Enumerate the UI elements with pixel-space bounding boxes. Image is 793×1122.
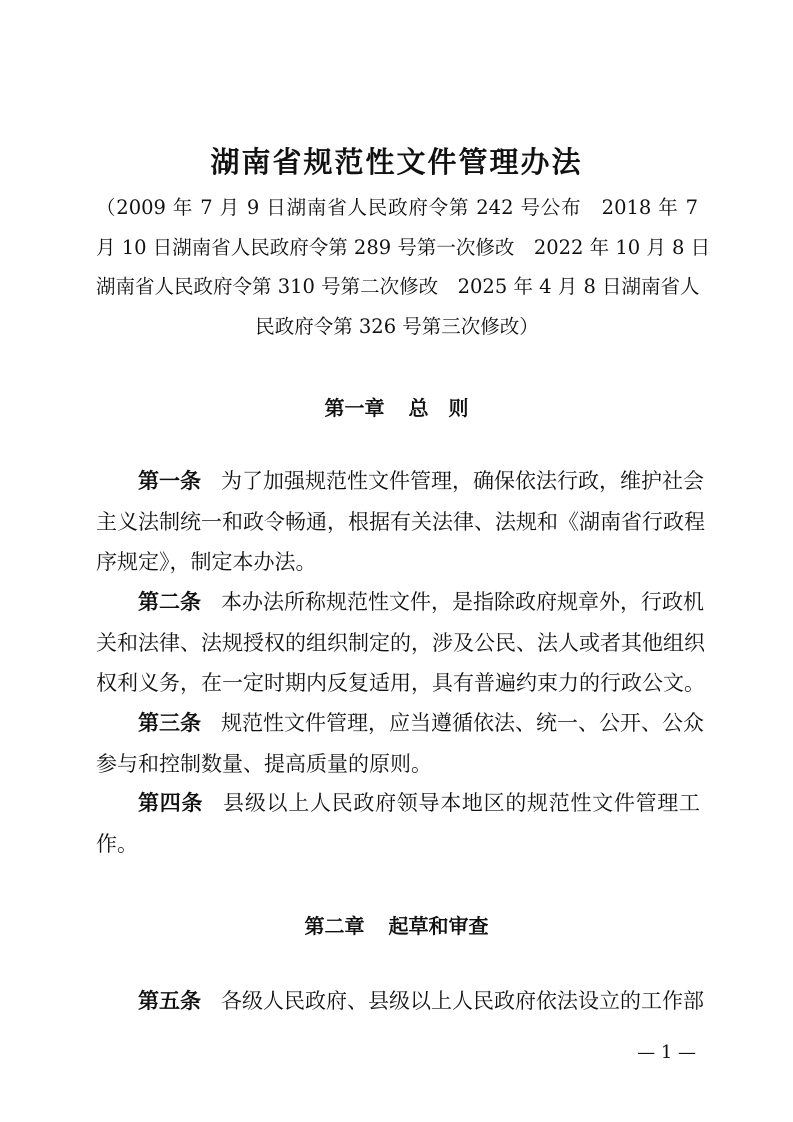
article-4: [96, 783, 700, 864]
article-3: [96, 703, 704, 784]
article-label: 第一条: [138, 469, 201, 493]
article-2: [96, 582, 705, 704]
chapter-name: 起草和审查: [388, 914, 489, 938]
article-text: 关和法律、法规授权的组织制定的，涉及公民、法人或者其他组织: [96, 630, 705, 655]
article-5: [96, 981, 704, 1022]
subtitle-line: 月 10 日湖南省人民政府令第 289 号第一次修改 2022 年 10 月 8 日: [96, 235, 711, 259]
article-text: 参与和控制数量、提高质量的原则。: [96, 751, 432, 776]
subtitle-line: （2009 年 7 月 9 日湖南省人民政府令第 242 号公布 2018 年 7: [96, 196, 698, 219]
article-label: 第五条: [138, 989, 201, 1013]
article-label: 第二条: [138, 590, 201, 614]
subtitle-line: 民政府令第 326 号第三次修改）: [255, 314, 539, 338]
article-text: 为了加强规范性文件管理，确保依法行政，维护社会: [221, 469, 704, 493]
article-text: 本办法所称规范性文件，是指除政府规章外，行政机: [221, 590, 704, 614]
chapter-heading-1: [0, 392, 793, 421]
article-label: 第三条: [138, 711, 201, 735]
article-text: 县级以上人民政府领导本地区的规范性文件管理工: [223, 791, 700, 815]
chapter-number: 第二章: [304, 914, 365, 938]
article-text: 作。: [96, 831, 138, 856]
article-text: 各级人民政府、县级以上人民政府依法设立的工作部: [221, 989, 704, 1013]
article-text: 主义法制统一和政令畅通，根据有关法律、法规和《湖南省行政程: [96, 509, 705, 534]
article-label: 第四条: [138, 791, 204, 815]
document-title: 湖南省规范性文件管理办法: [210, 145, 583, 179]
document-subtitle: [96, 188, 711, 346]
subtitle-line: 湖南省人民政府令第 310 号第二次修改 2025 年 4 月 8 日湖南省人: [96, 275, 700, 298]
chapter-name: 总 则: [408, 396, 469, 420]
page-number: — 1 —: [637, 1042, 696, 1063]
article-text: 序规定》，制定本办法。: [96, 550, 317, 574]
article-text: 权利义务，在一定时期内反复适用，具有普遍约束力的行政公文。: [96, 671, 705, 695]
chapter-heading-2: [0, 910, 793, 939]
chapter-number: 第一章: [324, 396, 385, 420]
article-1: [96, 461, 705, 583]
article-text: 规范性文件管理，应当遵循依法、统一、公开、公众: [221, 711, 704, 735]
